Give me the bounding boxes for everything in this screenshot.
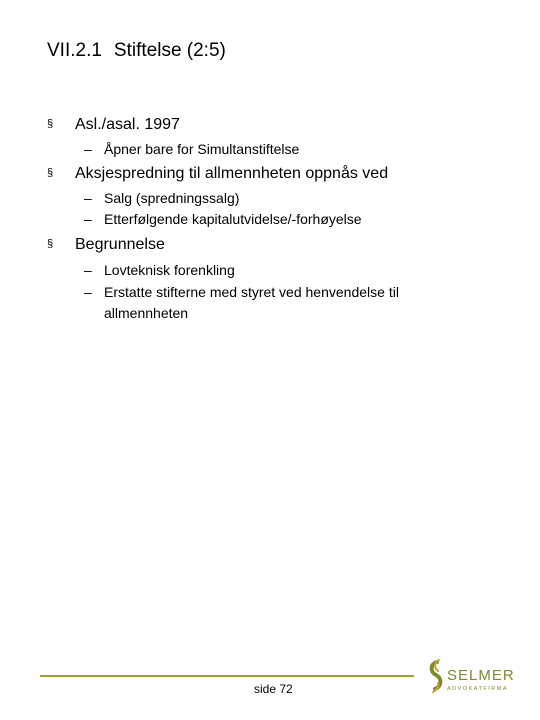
page-number: side 72 [254, 682, 293, 696]
logo-wordmark: SELMER [447, 667, 515, 684]
sub-item [84, 260, 474, 281]
selmer-logo [426, 656, 516, 700]
sub-marker: – [84, 190, 92, 206]
bullet-label: Asl./asal. 1997 [75, 116, 180, 133]
sub-item-text: Erstatte stifterne med styret ved henvendelse til allmennheten [104, 284, 399, 321]
bullet-item [47, 165, 388, 183]
bullet-label: Begrunnelse [75, 236, 165, 253]
sub-marker: – [84, 262, 92, 278]
sub-item-text: Lovteknisk forenkling [104, 262, 235, 278]
logo-subtext: ADVOKATFIRMA [447, 686, 508, 692]
sub-item [84, 282, 474, 324]
slide-title [47, 40, 226, 62]
title-text: Stiftelse (2:5) [113, 40, 226, 61]
bullet-marker: § [47, 238, 54, 250]
sub-item-text: Salg (spredningssalg) [104, 190, 240, 206]
bullet-label: Aksjespredning til allmennheten oppnås ved [75, 165, 389, 182]
bullet-item [47, 236, 165, 254]
footer-divider [40, 675, 414, 677]
bullet-marker: § [47, 167, 54, 179]
bullet-marker: § [47, 118, 54, 130]
sub-item [84, 139, 474, 160]
sub-item [84, 188, 474, 209]
bullet-item [47, 116, 180, 134]
selmer-logo-icon [426, 656, 516, 700]
sub-item-text: Etterfølgende kapitalutvidelse/-forhøyelse [104, 211, 362, 227]
sub-marker: – [84, 141, 92, 157]
sub-marker: – [84, 211, 92, 227]
sub-item [84, 209, 474, 230]
title-number: VII.2.1 [47, 40, 102, 61]
sub-item-text: Åpner bare for Simultanstiftelse [104, 141, 300, 157]
sub-marker: – [84, 284, 92, 300]
